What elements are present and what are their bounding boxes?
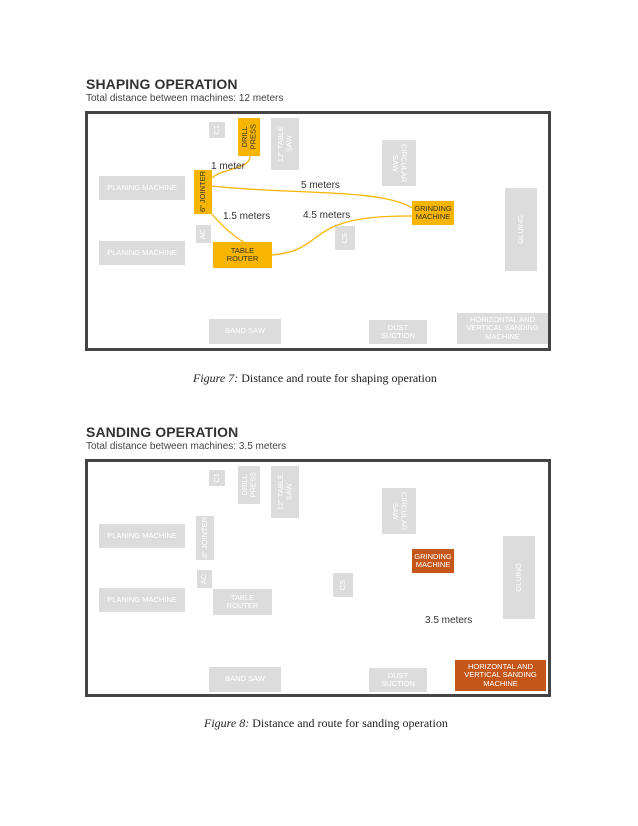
machine-c1: C1 [209, 122, 225, 138]
caption-label: Figure 8: [204, 716, 250, 730]
figure-8-caption [204, 716, 448, 731]
caption-text: Distance and route for shaping operation [238, 371, 437, 385]
sanding-subtitle: Total distance between machines: 3.5 meters [86, 441, 287, 452]
machine-table-saw: 12" TABLE SAW [271, 466, 299, 518]
distance-label: 1.5 meters [223, 211, 271, 222]
machine-sanding: HORIZONTAL AND VERTICAL SANDING MACHINE [455, 660, 546, 691]
figure-7-caption [193, 371, 437, 386]
machine-cs: CS [333, 573, 353, 597]
caption-label: Figure 7: [193, 371, 239, 385]
machine-gluing: GLUING [505, 188, 537, 271]
machine-cs: CS [335, 226, 355, 250]
machine-table-router: TABLE ROUTER [213, 589, 272, 615]
machine-grinding: GRINDING MACHINE [412, 549, 454, 573]
machine-ac: AC [197, 570, 212, 588]
distance-label: 1 meter [211, 161, 245, 172]
machine-sanding: HORIZONTAL AND VERTICAL SANDING MACHINE [457, 313, 548, 344]
machine-planing-1: PLANING MACHINE [99, 524, 185, 548]
machine-table-router: TABLE ROUTER [213, 242, 272, 268]
machine-planing-2: PLANING MACHINE [99, 241, 185, 265]
caption-text: Distance and route for sanding operation [249, 716, 448, 730]
machine-band-saw: BAND SAW [209, 319, 281, 344]
machine-drill-press: DRILL PRESS [238, 466, 260, 504]
machine-table-saw: 12" TABLE SAW [271, 118, 299, 170]
machine-jointer: 6" JOINTER [196, 516, 214, 560]
route-router-grinding [272, 216, 412, 255]
shaping-title: SHAPING OPERATION [86, 76, 238, 92]
machine-planing-1: PLANING MACHINE [99, 176, 185, 200]
machine-gluing: GLUING [503, 536, 535, 619]
machine-band-saw: BAND SAW [209, 667, 281, 692]
distance-label: 3.5 meters [425, 615, 473, 626]
machine-c1: C1 [209, 470, 225, 486]
machine-dust-suction: DUST SUCTION [369, 320, 427, 344]
machine-dust-suction: DUST SUCTION [369, 668, 427, 692]
machine-planing-2: PLANING MACHINE [99, 588, 185, 612]
shaping-subtitle: Total distance between machines: 12 meters [86, 93, 284, 104]
machine-circular-saw: CIRCULAR SAW [382, 140, 416, 186]
distance-label: 5 meters [301, 180, 340, 191]
machine-grinding: GRINDING MACHINE [412, 201, 454, 225]
sanding-title: SANDING OPERATION [86, 424, 239, 440]
machine-jointer: 6" JOINTER [194, 170, 212, 214]
machine-circular-saw: CIRCULAR SAW [382, 488, 416, 534]
machine-drill-press: DRILL PRESS [238, 118, 260, 156]
distance-label: 4.5 meters [303, 210, 351, 221]
machine-ac: AC [196, 225, 211, 243]
